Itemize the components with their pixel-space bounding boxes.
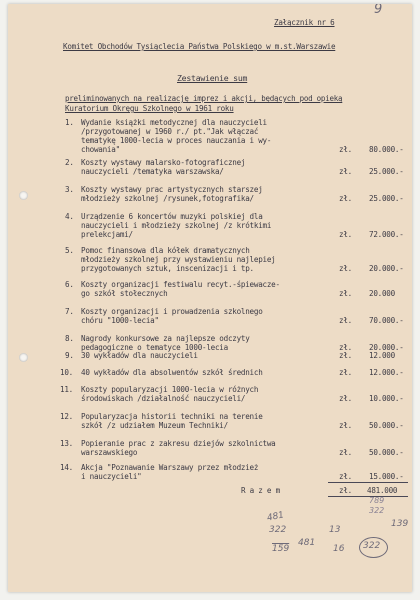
item-amount: 72.000.- xyxy=(369,230,404,239)
document-subtitle-line2: Kuratorium Okręgu Szkolnego w 1961 roku xyxy=(65,104,234,113)
item-description-line: go szkół stołecznych xyxy=(81,289,168,298)
total-amount: 481.000 xyxy=(367,486,398,495)
item-description-line: chóru "1000-lecia" xyxy=(81,316,159,325)
item-description-line: pedagogiczne o tematyce 1000-lecia xyxy=(81,343,228,352)
item-amount: 10.000.- xyxy=(369,394,404,403)
item-number: 1. xyxy=(65,118,74,127)
total-currency: zł. xyxy=(339,486,352,495)
total-double-rule xyxy=(328,496,408,497)
item-description-line: Koszty organizacji i prowadzenia szkolnego xyxy=(81,307,263,316)
item-number: 9. xyxy=(65,351,74,360)
item-currency: zł. xyxy=(339,167,352,176)
item-number: 10. xyxy=(60,368,73,377)
item-currency: zł. xyxy=(339,394,352,403)
item-description-line: /przygotowanej w 1960 r./ pt."Jak włączać xyxy=(81,127,259,136)
item-number: 7. xyxy=(65,307,74,316)
item-description-line: Pomoc finansowa dla kółek dramatycznych xyxy=(81,246,250,255)
total-label: R a z e m xyxy=(241,486,280,495)
item-description-line: i nauczycieli" xyxy=(81,472,142,481)
annex-label: Załącznik nr 6 xyxy=(274,18,335,27)
item-description-line: warszawskiego xyxy=(81,448,138,457)
handwritten-note: 16 xyxy=(333,544,345,554)
total-rule xyxy=(328,482,408,483)
document-subtitle-line1: preliminowanych na realizację imprez i akcji, będących pod opieką xyxy=(65,94,343,103)
item-number: 11. xyxy=(60,385,73,394)
item-description-line: Koszty organizacji festiwalu recyt.-śpiewacze- xyxy=(81,280,280,289)
item-amount: 20.000.- xyxy=(369,343,404,352)
page-number-mark: 9 xyxy=(374,4,383,17)
item-number: 12. xyxy=(60,412,73,421)
item-currency: zł. xyxy=(339,316,352,325)
item-currency: zł. xyxy=(339,343,352,352)
item-description-line: środowiskach /działalność nauczycieli/ xyxy=(81,394,246,403)
document-page xyxy=(8,4,412,592)
item-amount: 20.000.- xyxy=(369,264,404,273)
item-description-line: Nagrody konkursowe za najlepsze odczyty xyxy=(81,334,250,343)
item-description-line: tematykę 1000-lecia w proces nauczania i wy- xyxy=(81,136,272,145)
item-currency: zł. xyxy=(339,368,352,377)
item-amount: 12.000 xyxy=(369,351,395,360)
item-amount: 25.000.- xyxy=(369,194,404,203)
item-amount: 12.000.- xyxy=(369,368,404,377)
item-currency: zł. xyxy=(339,289,352,298)
item-description-line: szkół /z udziałem Muzeum Techniki/ xyxy=(81,421,228,430)
item-description-line: Koszty wystawy malarsko-fotograficznej xyxy=(81,158,246,167)
item-amount: 15.000.- xyxy=(369,472,404,481)
item-number: 14. xyxy=(60,463,73,472)
item-description-line: Wydanie książki metodycznej dla nauczycieli xyxy=(81,118,267,127)
item-number: 5. xyxy=(65,246,74,255)
handwritten-note: 789 xyxy=(369,496,385,505)
item-number: 8. xyxy=(65,334,74,343)
item-description-line: Akcja "Poznawanie Warszawy przez młodzież xyxy=(81,463,259,472)
item-number: 2. xyxy=(65,158,74,167)
item-amount: 50.000.- xyxy=(369,421,404,430)
item-currency: zł. xyxy=(339,421,352,430)
punch-hole xyxy=(19,353,28,362)
item-number: 3. xyxy=(65,185,74,194)
item-amount: 80.000.- xyxy=(369,145,404,154)
item-currency: zł. xyxy=(339,194,352,203)
item-currency: zł. xyxy=(339,145,352,154)
item-amount: 50.000.- xyxy=(369,448,404,457)
item-description-line: Koszty wystawy prac artystycznych starszej xyxy=(81,185,263,194)
item-description-line: Popularyzacja historii techniki na terenie xyxy=(81,412,263,421)
item-description-line: młodzieży szkolnej przy wystawieniu najlepiej xyxy=(81,255,276,264)
item-currency: zł. xyxy=(339,351,352,360)
handwritten-note: 322 xyxy=(269,525,287,535)
item-currency: zł. xyxy=(339,448,352,457)
item-description-line: nauczycieli i młodzieży szkolnej /z krótkimi xyxy=(81,221,272,230)
item-amount: 20.000 xyxy=(369,289,395,298)
item-currency: zł. xyxy=(339,264,352,273)
committee-heading: Komitet Obchodów Tysiąclecia Państwa Polskiego w m.st.Warszawie xyxy=(63,42,336,51)
handwritten-note: 13 xyxy=(329,525,341,535)
item-description-line: chowania" xyxy=(81,145,120,154)
handwritten-note: 322 xyxy=(363,541,381,551)
item-currency: zł. xyxy=(339,472,352,481)
handwritten-note: 481 xyxy=(298,538,316,548)
item-description-line: 30 wykładów dla nauczycieli xyxy=(81,351,198,360)
handwritten-note: 322 xyxy=(369,506,385,515)
handwritten-note: 159 xyxy=(272,544,290,554)
handwritten-note: 481 xyxy=(266,510,286,524)
item-description-line: Popieranie prac z zakresu dziejów szkolnictwa xyxy=(81,439,276,448)
item-amount: 70.000.- xyxy=(369,316,404,325)
item-currency: zł. xyxy=(339,230,352,239)
item-description-line: 40 wykładów dla absolwentów szkół średnich xyxy=(81,368,263,377)
punch-hole xyxy=(19,191,28,200)
item-description-line: młodzieży szkolnej /rysunek,fotografika/ xyxy=(81,194,254,203)
item-description-line: Urządzenie 6 koncertów muzyki polskiej dla xyxy=(81,212,263,221)
item-description-line: prelekcjami/ xyxy=(81,230,133,239)
item-description-line: przygotowanych sztuk, inscenizacji i tp. xyxy=(81,264,254,273)
item-number: 6. xyxy=(65,280,74,289)
item-description-line: nauczycieli /tematyka warszawska/ xyxy=(81,167,224,176)
item-amount: 25.000.- xyxy=(369,167,404,176)
document-title: Zestawienie sum xyxy=(177,73,248,83)
handwritten-note: 139 xyxy=(391,519,409,529)
item-number: 4. xyxy=(65,212,74,221)
item-number: 13. xyxy=(60,439,73,448)
item-description-line: Koszty popularyzacji 1000-lecia w różnych xyxy=(81,385,259,394)
